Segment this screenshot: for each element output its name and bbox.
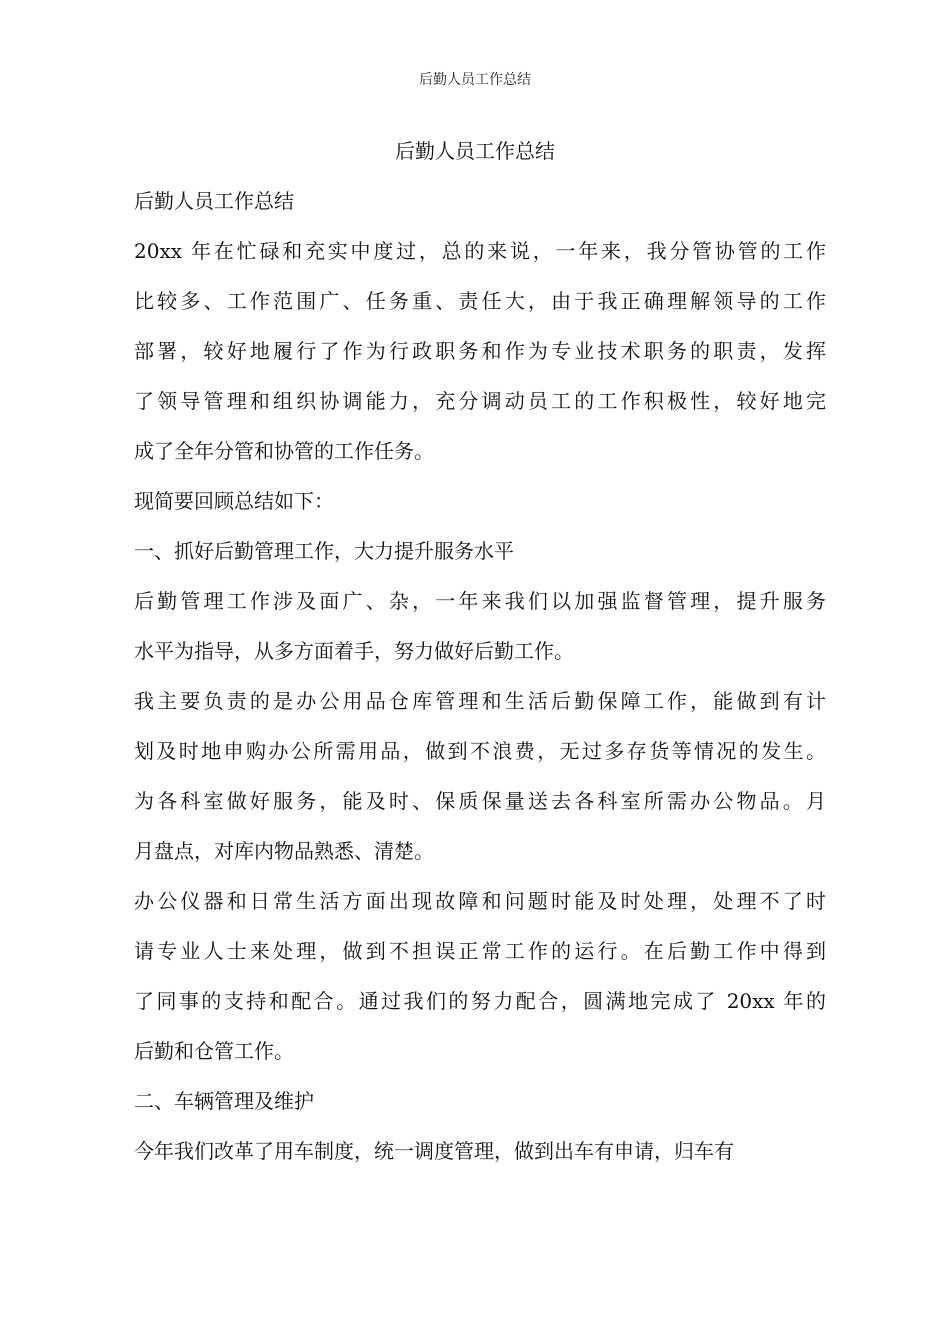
document-body xyxy=(134,184,826,1184)
text-line: 部署，较好地履行了作为行政职务和作为专业技术职务的职责，发挥 xyxy=(134,339,826,363)
text-line: 现简要回顾总结如下： xyxy=(134,489,334,513)
text-line: 水平为指导，从多方面着手，努力做好后勤工作。 xyxy=(134,639,574,663)
text-line: 月盘点，对库内物品熟悉、清楚。 xyxy=(134,839,434,863)
running-header: 后勤人员工作总结 xyxy=(419,72,531,88)
text-line: 办公仪器和日常生活方面出现故障和问题时能及时处理，处理不了时 xyxy=(134,889,826,913)
text-line: 为各科室做好服务，能及时、保质保量送去各科室所需办公物品。月 xyxy=(134,789,826,813)
text-line: 二、车辆管理及维护 xyxy=(134,1089,314,1113)
text-line: 请专业人士来处理，做到不担误正常工作的运行。在后勤工作中得到 xyxy=(134,939,826,963)
text-line: 划及时地申购办公所需用品，做到不浪费，无过多存货等情况的发生。 xyxy=(134,739,826,763)
text-line: 成了全年分管和协管的工作任务。 xyxy=(134,439,434,463)
text-line: 一、抓好后勤管理工作，大力提升服务水平 xyxy=(134,539,514,563)
text-line: 后勤管理工作涉及面广、杂，一年来我们以加强监督管理，提升服务 xyxy=(134,589,826,613)
document-title: 后勤人员工作总结 xyxy=(395,139,555,163)
text-line: 后勤人员工作总结 xyxy=(134,189,294,213)
text-line: 了领导管理和组织协调能力，充分调动员工的工作积极性，较好地完 xyxy=(134,389,826,413)
text-line: 我主要负责的是办公用品仓库管理和生活后勤保障工作，能做到有计 xyxy=(134,689,826,713)
text-line: 后勤和仓管工作。 xyxy=(134,1039,294,1063)
text-line: 今年我们改革了用车制度，统一调度管理，做到出车有申请，归车有 xyxy=(134,1139,734,1163)
text-line: 了同事的支持和配合。通过我们的努力配合，圆满地完成了 20xx 年的 xyxy=(134,989,826,1013)
text-line: 比较多、工作范围广、任务重、责任大，由于我正确理解领导的工作 xyxy=(134,289,826,313)
text-line: 20xx 年在忙碌和充实中度过，总的来说，一年来，我分管协管的工作 xyxy=(134,239,826,263)
